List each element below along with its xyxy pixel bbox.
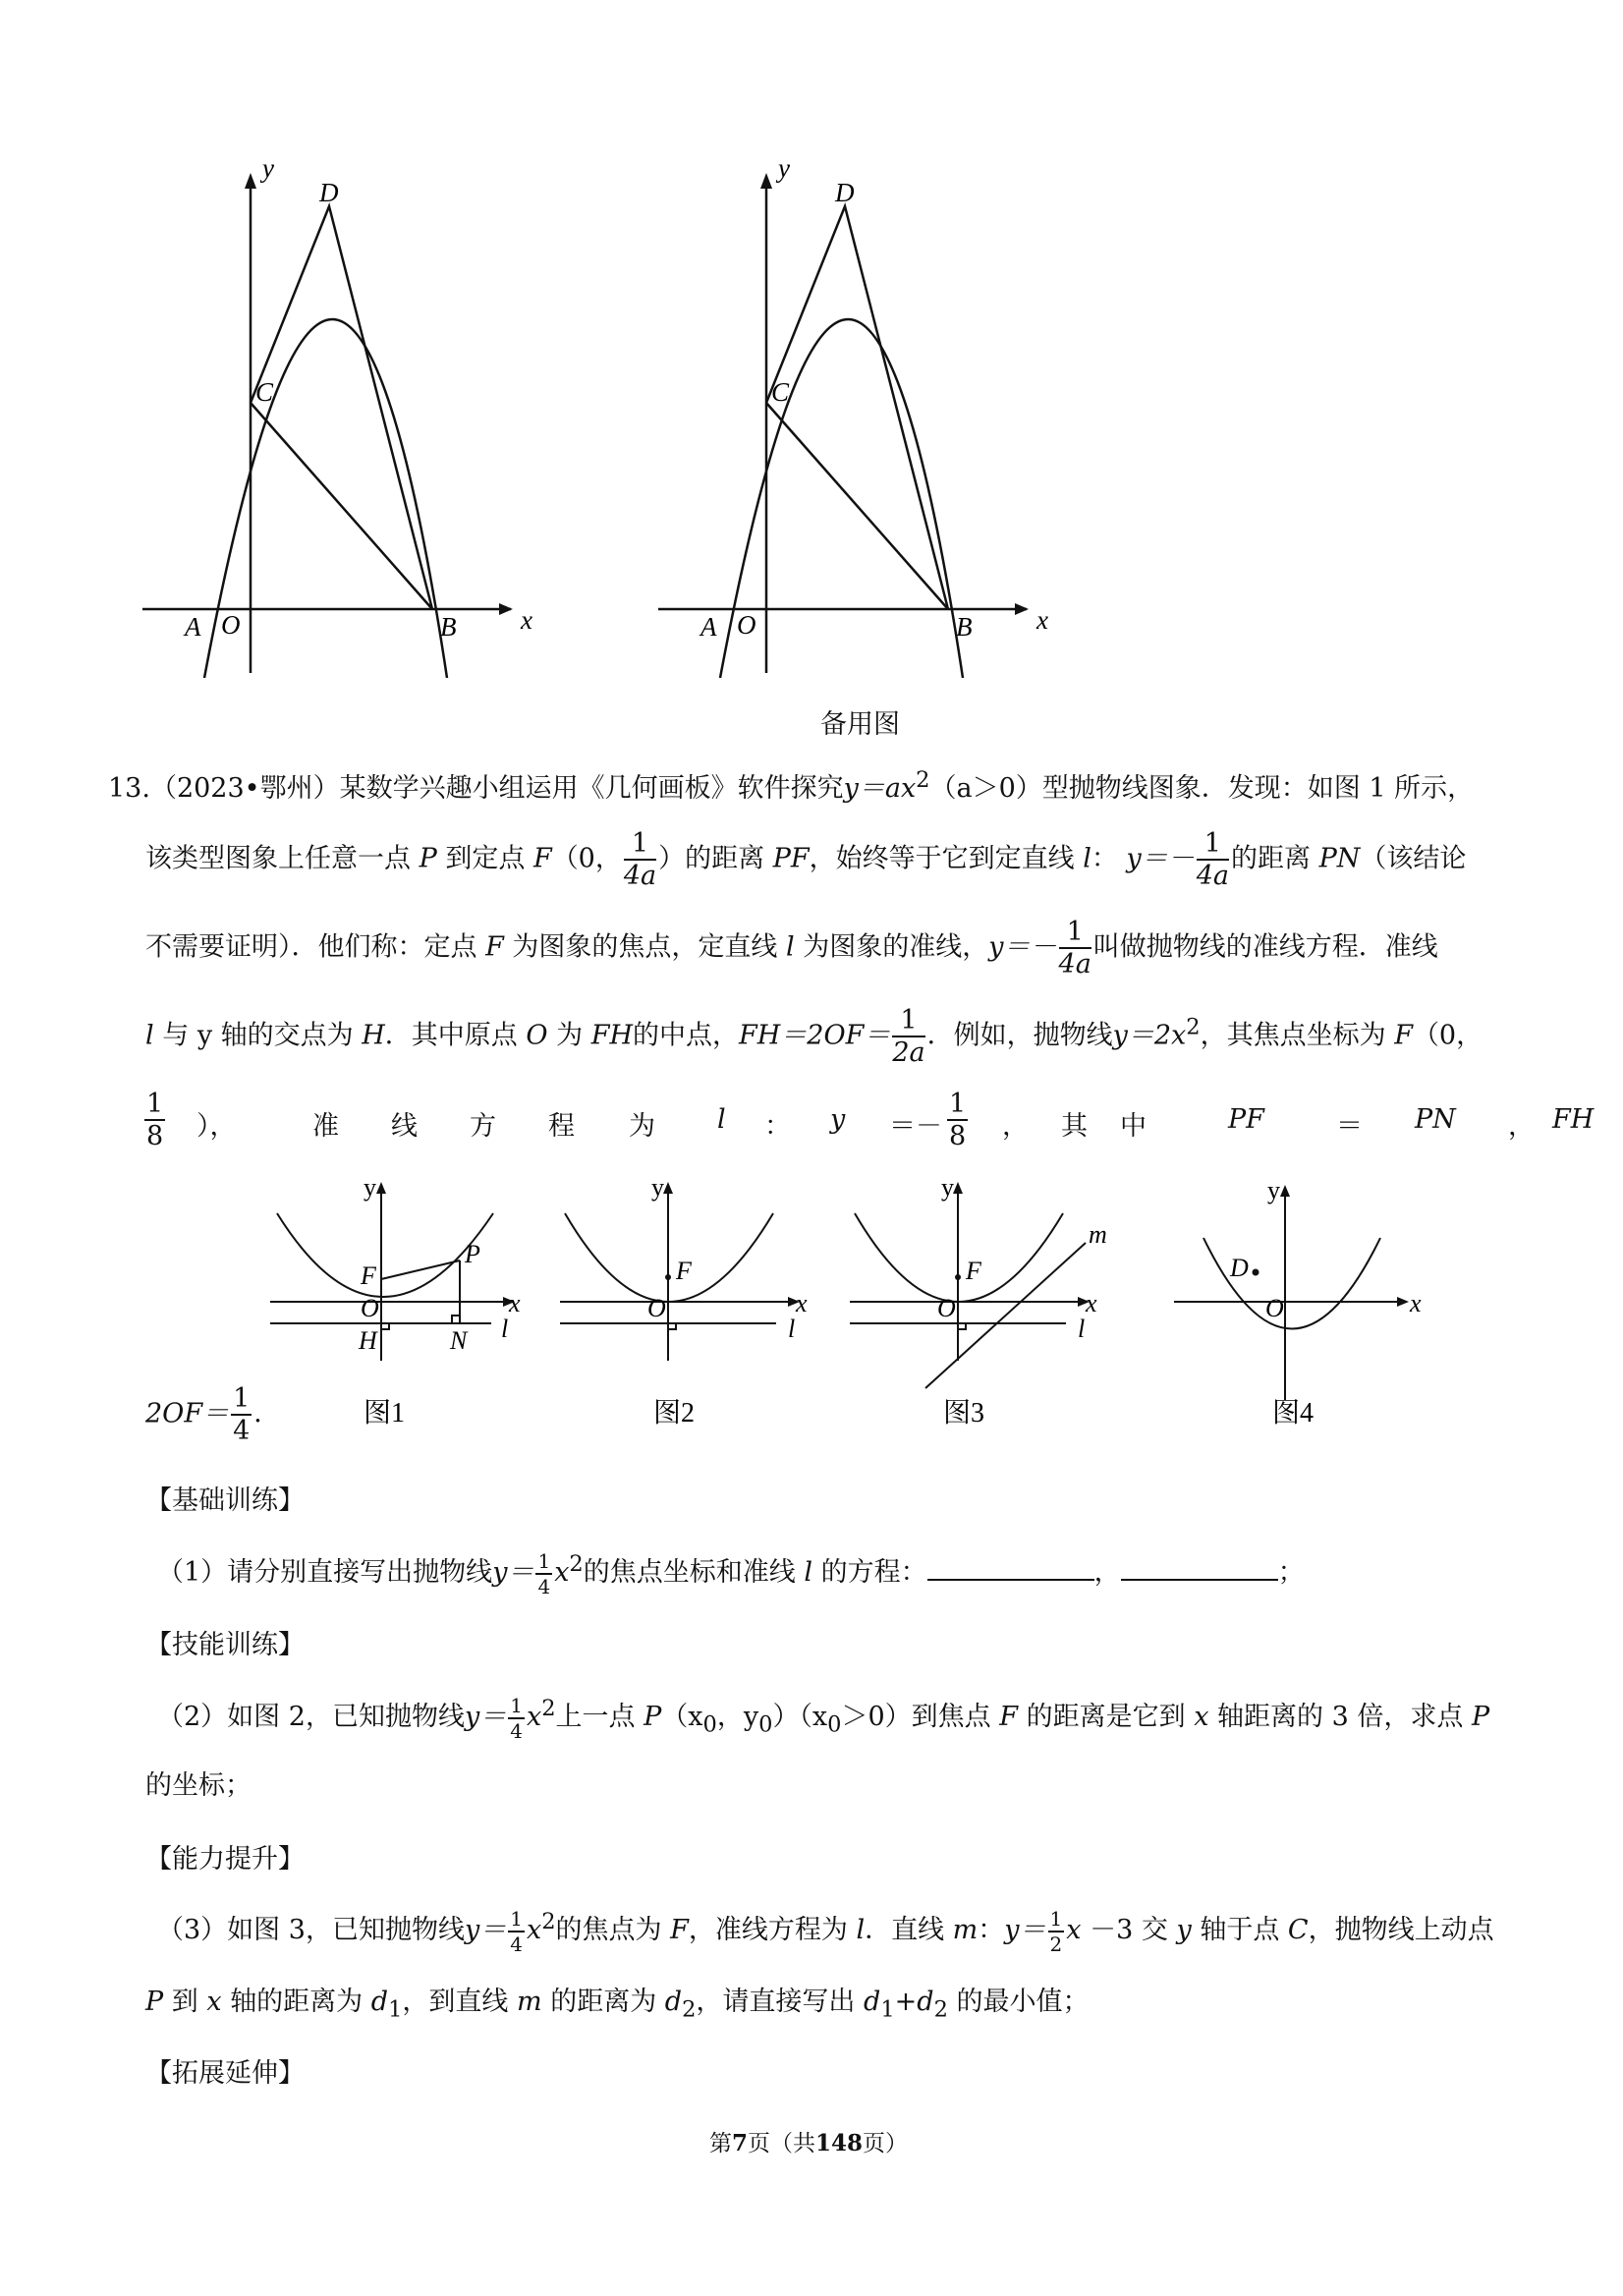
math: PF	[772, 843, 810, 874]
math: P	[1471, 1702, 1490, 1732]
text: 与 y 轴的交点为	[162, 1020, 354, 1051]
parabola	[720, 319, 963, 678]
label-y: y	[651, 1174, 664, 1202]
label-c: C	[771, 377, 790, 407]
math: FH＝2OF＝	[739, 1020, 891, 1051]
denominator: 2a	[892, 1037, 925, 1068]
figure-4	[1169, 1174, 1454, 1449]
point-d	[1253, 1269, 1259, 1276]
math: d	[864, 1987, 881, 2017]
fraction	[231, 1385, 252, 1444]
math: m	[952, 1915, 979, 1945]
math: x	[526, 1702, 542, 1732]
label-o: O	[647, 1294, 666, 1322]
text: ：	[1091, 843, 1118, 874]
text: 线	[391, 1111, 418, 1142]
numerator: 1	[949, 1089, 967, 1119]
numerator: 1	[1049, 1906, 1063, 1931]
answer-blank-2[interactable]	[1121, 1555, 1278, 1581]
text: ．其中原点	[384, 1020, 518, 1051]
numerator: 1	[892, 1007, 924, 1037]
label-y: y	[778, 153, 790, 183]
triangle-cdb	[251, 206, 432, 609]
text: ，准线方程为	[688, 1915, 848, 1945]
math: y＝ax	[843, 773, 917, 804]
math: y	[1176, 1915, 1192, 1945]
denominator: 4	[510, 1718, 523, 1743]
label-l: l	[501, 1315, 509, 1343]
question-3	[157, 1908, 1494, 1954]
label-l: l	[1078, 1315, 1086, 1343]
problem-source: （2023•鄂州）	[149, 773, 340, 804]
focus-dot	[955, 1274, 961, 1280]
fraction	[624, 830, 656, 889]
label-o: O	[737, 610, 756, 640]
text: 页（共	[748, 2131, 816, 2156]
math: PN	[1415, 1104, 1456, 1135]
label-f: F	[966, 1257, 981, 1285]
label-x: x	[1036, 605, 1048, 635]
text: ，	[1508, 1111, 1535, 1142]
denominator: 4a	[1196, 861, 1230, 891]
math: PF	[1228, 1104, 1264, 1135]
text: 第	[709, 2131, 732, 2156]
denominator: 4	[233, 1416, 251, 1446]
label-y: y	[1267, 1176, 1280, 1204]
caption: 图3	[943, 1398, 985, 1428]
label-o: O	[361, 1294, 379, 1322]
text: ，到直线	[402, 1987, 509, 2017]
math: l	[856, 1915, 866, 1945]
answer-blank-1[interactable]	[927, 1555, 1094, 1581]
sub: 0	[827, 1711, 842, 1738]
figure-2	[555, 1174, 820, 1449]
math: FH	[590, 1020, 633, 1051]
text: 到	[171, 1987, 198, 2017]
numerator: 1	[233, 1383, 251, 1414]
numerator: 1	[624, 830, 656, 861]
text: 某数学兴趣小组运用《几何画板》软件探究	[339, 773, 844, 804]
text: ；	[1277, 1557, 1305, 1588]
label-b: B	[956, 612, 973, 642]
caption: 图4	[1272, 1398, 1315, 1428]
fraction	[1059, 919, 1091, 978]
y-arrow	[953, 1182, 963, 1194]
text: 为	[556, 1020, 584, 1051]
sub: 2	[933, 1996, 948, 2023]
fraction	[1048, 1906, 1065, 1956]
math: PN	[1318, 843, 1361, 874]
math: P	[145, 1987, 164, 2017]
fraction	[508, 1906, 525, 1956]
sub: 0	[702, 1711, 717, 1738]
text: ，	[1002, 1111, 1029, 1142]
label-x: x	[509, 1289, 521, 1317]
spare-figure-caption: 备用图	[820, 709, 900, 740]
label-x: x	[1410, 1289, 1422, 1317]
caption: 图2	[653, 1398, 696, 1428]
text: ，始终等于它到定直线	[809, 843, 1075, 874]
text: 轴于点	[1200, 1915, 1280, 1945]
focus-dot	[665, 1274, 671, 1280]
text: （0，	[551, 843, 622, 874]
fraction	[144, 1091, 165, 1149]
math: x	[1194, 1702, 1209, 1732]
text: 为图象的准线，	[803, 931, 989, 963]
math: y＝2x	[1112, 1020, 1187, 1051]
text: ，	[1093, 1557, 1121, 1588]
label-o: O	[221, 610, 241, 640]
math: y＝－	[1126, 843, 1195, 874]
math: d	[664, 1987, 683, 2017]
label-a: A	[700, 612, 717, 642]
denominator: 4	[537, 1574, 551, 1598]
math: l	[717, 1104, 726, 1135]
right-angle-n	[452, 1316, 460, 1323]
problem-line-1	[108, 766, 1474, 805]
numerator: 1	[510, 1906, 523, 1931]
numerator: 1	[1197, 830, 1229, 861]
denominator: 8	[949, 1121, 967, 1151]
sup: 2	[541, 1909, 556, 1934]
section-extend: 【拓展延伸】	[145, 2058, 305, 2089]
label-h: H	[359, 1326, 377, 1355]
numerator: 1	[1059, 919, 1091, 949]
section-basic: 【基础训练】	[145, 1485, 305, 1516]
fraction	[535, 1548, 552, 1598]
math: l	[1083, 843, 1091, 874]
text: 的距离为	[550, 1987, 657, 2017]
numerator: 1	[537, 1548, 551, 1573]
text: ，其焦点坐标为	[1200, 1020, 1386, 1051]
label-d: D	[319, 178, 339, 207]
text: ．	[253, 1398, 281, 1429]
text: 为图象的焦点，定直线	[512, 931, 778, 963]
text: 中	[1120, 1111, 1147, 1142]
text: 的方程：	[820, 1557, 927, 1588]
math: O	[526, 1020, 548, 1051]
math: d	[370, 1987, 389, 2017]
text: ．例如，抛物线	[926, 1020, 1113, 1051]
label-d: D	[1230, 1254, 1249, 1282]
math: F	[485, 931, 504, 963]
sup: 2	[1186, 1014, 1201, 1040]
question-2-line-2: 的坐标；	[145, 1770, 252, 1801]
label-x: x	[796, 1289, 808, 1317]
text: 其	[1061, 1111, 1088, 1142]
question-3-line-2	[145, 1980, 1089, 2022]
text: 轴的距离为	[230, 1987, 364, 2017]
figure-1	[265, 1174, 531, 1449]
label-p: P	[465, 1240, 480, 1268]
label-y: y	[364, 1174, 376, 1202]
text: 轴距离的 3 倍，求点	[1217, 1702, 1464, 1732]
text: 的距离是它到	[1026, 1702, 1186, 1732]
text: －3 交	[1090, 1915, 1168, 1945]
fraction	[947, 1091, 968, 1149]
label-x: x	[521, 605, 532, 635]
x-arrow	[499, 603, 513, 615]
math: P	[419, 843, 437, 874]
question-1	[157, 1550, 1305, 1596]
problem-line-5-frac	[142, 1091, 167, 1149]
text: ：	[764, 1111, 791, 1142]
label-y: y	[941, 1174, 954, 1202]
text: 准	[312, 1111, 339, 1142]
segment-pf	[381, 1260, 460, 1279]
math: l	[804, 1557, 812, 1588]
sup: 2	[569, 1551, 584, 1577]
math: y＝	[464, 1702, 507, 1732]
denominator: 4a	[1058, 949, 1091, 980]
problem-line-5-frac2	[945, 1091, 970, 1149]
fraction	[1197, 830, 1229, 889]
text: ，抛物线上动点	[1308, 1915, 1494, 1945]
denominator: 2	[1049, 1932, 1063, 1956]
text: 页）	[863, 2131, 909, 2156]
problem-number: 13.	[108, 773, 150, 804]
y-arrow	[376, 1182, 386, 1194]
fraction	[508, 1693, 525, 1743]
numerator: 1	[510, 1693, 523, 1717]
text: ，y	[716, 1702, 759, 1732]
text: ），	[196, 1111, 237, 1142]
y-arrow	[760, 173, 772, 189]
numerator: 1	[146, 1089, 164, 1119]
text: 叫做抛物线的准线方程．准线	[1092, 931, 1438, 963]
math: F	[670, 1915, 689, 1945]
parabola	[1203, 1238, 1380, 1329]
page-total: 148	[815, 2130, 864, 2156]
text: （2）如图 2，已知抛物线	[157, 1702, 465, 1732]
sub: 1	[388, 1996, 403, 2023]
text: 的焦点为	[555, 1915, 662, 1945]
text: ＝	[1336, 1111, 1363, 1142]
text: （该结论	[1360, 843, 1467, 874]
text: 不需要证明）．他们称：定点	[145, 931, 477, 963]
denominator: 4	[510, 1932, 523, 1956]
math: FH	[1552, 1104, 1595, 1135]
text: 为	[629, 1111, 655, 1142]
triangle-cdb	[766, 206, 948, 609]
page-footer	[709, 2125, 908, 2157]
section-skill: 【技能训练】	[145, 1630, 305, 1660]
label-m: m	[1089, 1220, 1107, 1249]
label-y: y	[262, 153, 274, 183]
sup: 2	[541, 1696, 556, 1721]
label-f: F	[676, 1257, 692, 1285]
top-figure-left	[128, 147, 540, 678]
fraction	[892, 1007, 924, 1066]
math: x	[554, 1557, 570, 1588]
math: y＝	[492, 1557, 534, 1588]
text: ，请直接写出	[696, 1987, 856, 2017]
text: ：	[978, 1915, 1005, 1945]
text: ）（x	[772, 1702, 828, 1732]
text: －	[916, 1111, 942, 1142]
text: （x	[661, 1702, 703, 1732]
math: 2OF＝	[145, 1398, 230, 1429]
label-o: O	[1265, 1294, 1284, 1322]
label-o: O	[937, 1294, 956, 1322]
text: ＝	[889, 1111, 916, 1142]
text: （1）请分别直接写出抛物线	[157, 1557, 493, 1588]
label-c: C	[255, 377, 274, 407]
parabola	[204, 319, 447, 678]
question-2	[157, 1695, 1489, 1741]
sub: 2	[682, 1996, 697, 2023]
caption: 图1	[364, 1398, 406, 1428]
label-x: x	[1086, 1289, 1097, 1317]
problem-line-6	[145, 1385, 280, 1444]
math: C	[1287, 1915, 1309, 1945]
math: m	[517, 1987, 542, 2017]
sub: 0	[758, 1711, 773, 1738]
math: F	[532, 843, 552, 874]
text: 程	[548, 1111, 575, 1142]
text: 的中点，	[633, 1020, 739, 1051]
text: 的距离	[1231, 843, 1312, 874]
problem-line-3	[145, 919, 1438, 978]
text: 方	[470, 1111, 496, 1142]
label-f: F	[361, 1261, 376, 1290]
text: 到定点	[445, 843, 526, 874]
text: （3）如图 3，已知抛物线	[157, 1915, 465, 1945]
label-l: l	[788, 1315, 796, 1343]
y-arrow	[245, 173, 256, 189]
sup: 2	[916, 767, 930, 793]
text: 的焦点坐标和准线	[583, 1557, 796, 1588]
math: H	[362, 1020, 385, 1051]
problem-line-4	[145, 1007, 1483, 1066]
math: F	[999, 1702, 1019, 1732]
math: x	[526, 1915, 542, 1945]
math: y＝	[464, 1915, 507, 1945]
problem-line-2	[145, 830, 1466, 889]
y-arrow	[1280, 1185, 1290, 1197]
math: +d	[894, 1987, 934, 2017]
text: 上一点	[555, 1702, 636, 1732]
math: y＝－	[988, 931, 1057, 963]
sub: 1	[880, 1996, 895, 2023]
math: F	[1394, 1020, 1413, 1051]
denominator: 8	[146, 1121, 164, 1151]
text: （a＞0）型抛物线图象．发现：如图 1 所示，	[929, 773, 1475, 804]
figure-3	[845, 1174, 1130, 1449]
math: y＝	[1004, 1915, 1046, 1945]
math: x	[206, 1987, 222, 2017]
page-number: 7	[732, 2130, 749, 2156]
math: y	[830, 1104, 846, 1135]
math: P	[644, 1702, 662, 1732]
label-d: D	[835, 178, 855, 207]
text: ）的距离	[658, 843, 765, 874]
denominator: 4a	[623, 861, 657, 891]
y-arrow	[663, 1182, 673, 1194]
text: 的最小值；	[956, 1987, 1090, 2017]
math: l	[145, 1020, 154, 1051]
text: ＞0）到焦点	[841, 1702, 991, 1732]
top-figure-right	[644, 147, 1056, 678]
text: ．直线	[865, 1915, 945, 1945]
label-n: N	[450, 1326, 468, 1355]
x-arrow	[1397, 1297, 1409, 1307]
section-ability: 【能力提升】	[145, 1844, 305, 1875]
text: 该类型图象上任意一点	[145, 843, 411, 874]
math: l	[786, 931, 795, 963]
label-a: A	[185, 612, 201, 642]
x-arrow	[1015, 603, 1029, 615]
label-b: B	[440, 612, 457, 642]
math: x	[1066, 1915, 1082, 1945]
text: （0，	[1412, 1020, 1483, 1051]
